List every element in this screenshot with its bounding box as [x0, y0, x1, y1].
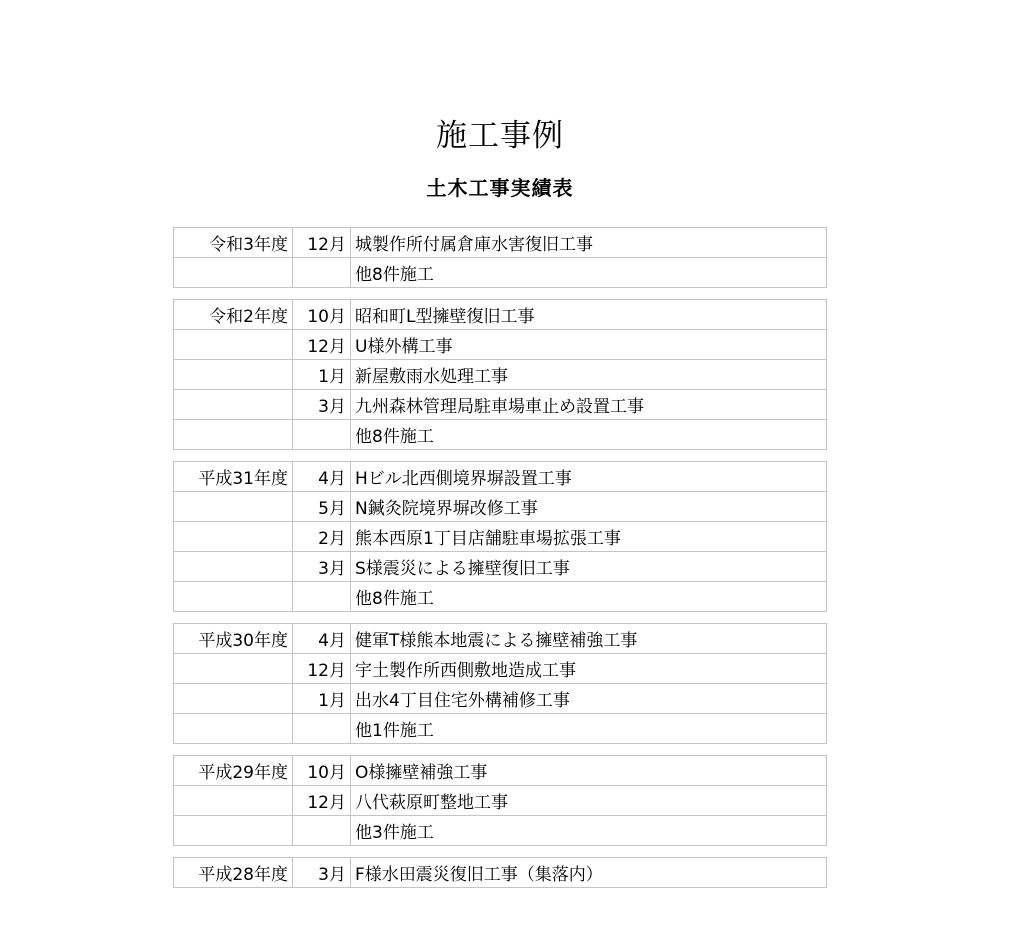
table-row	[174, 492, 827, 522]
fiscal-year-cell	[174, 360, 293, 390]
table-row	[174, 786, 827, 816]
table-row	[174, 420, 827, 450]
month-cell: 2月	[293, 522, 351, 552]
project-description-cell: O様擁壁補強工事	[351, 756, 827, 786]
project-description-cell: 健軍T様熊本地震による擁壁補強工事	[351, 624, 827, 654]
project-description-cell: 昭和町L型擁壁復旧工事	[351, 300, 827, 330]
fiscal-year-cell: 平成29年度	[174, 756, 293, 786]
month-cell: 3月	[293, 858, 351, 888]
month-cell	[293, 816, 351, 846]
month-cell: 12月	[293, 228, 351, 258]
fiscal-year-table	[173, 299, 827, 450]
fiscal-year-cell: 平成28年度	[174, 858, 293, 888]
table-row	[174, 714, 827, 744]
table-row	[174, 654, 827, 684]
project-description-cell: S様震災による擁壁復旧工事	[351, 552, 827, 582]
month-cell: 1月	[293, 360, 351, 390]
table-row	[174, 462, 827, 492]
table-row	[174, 582, 827, 612]
project-description-cell: U様外構工事	[351, 330, 827, 360]
project-description-cell: 新屋敷雨水処理工事	[351, 360, 827, 390]
month-cell: 12月	[293, 654, 351, 684]
fiscal-year-table	[173, 755, 827, 846]
fiscal-year-cell	[174, 258, 293, 288]
table-row	[174, 228, 827, 258]
table-row	[174, 258, 827, 288]
fiscal-year-cell	[174, 684, 293, 714]
fiscal-year-cell: 平成31年度	[174, 462, 293, 492]
fiscal-year-table	[173, 227, 827, 288]
project-description-cell: 八代萩原町整地工事	[351, 786, 827, 816]
project-description-cell: N鍼灸院境界塀改修工事	[351, 492, 827, 522]
fiscal-year-cell: 令和3年度	[174, 228, 293, 258]
fiscal-year-table	[173, 461, 827, 612]
project-description-cell: 他1件施工	[351, 714, 827, 744]
month-cell: 12月	[293, 330, 351, 360]
table-row	[174, 858, 827, 888]
construction-record-list	[173, 227, 827, 899]
month-cell: 5月	[293, 492, 351, 522]
page-title: 施工事例	[436, 118, 564, 154]
fiscal-year-cell	[174, 522, 293, 552]
project-description-cell: 他8件施工	[351, 258, 827, 288]
table-row	[174, 300, 827, 330]
fiscal-year-cell: 令和2年度	[174, 300, 293, 330]
project-description-cell: F様水田震災復旧工事（集落内）	[351, 858, 827, 888]
project-description-cell: 九州森林管理局駐車場車止め設置工事	[351, 390, 827, 420]
table-row	[174, 330, 827, 360]
fiscal-year-cell: 平成30年度	[174, 624, 293, 654]
table-row	[174, 624, 827, 654]
month-cell: 12月	[293, 786, 351, 816]
project-description-cell: 熊本西原1丁目店舗駐車場拡張工事	[351, 522, 827, 552]
month-cell: 10月	[293, 756, 351, 786]
month-cell	[293, 258, 351, 288]
project-description-cell: 他3件施工	[351, 816, 827, 846]
fiscal-year-cell	[174, 492, 293, 522]
month-cell: 4月	[293, 624, 351, 654]
month-cell	[293, 714, 351, 744]
fiscal-year-cell	[174, 552, 293, 582]
fiscal-year-cell	[174, 582, 293, 612]
table-row	[174, 360, 827, 390]
month-cell: 3月	[293, 552, 351, 582]
fiscal-year-cell	[174, 714, 293, 744]
table-row	[174, 756, 827, 786]
project-description-cell: 宇土製作所西側敷地造成工事	[351, 654, 827, 684]
fiscal-year-cell	[174, 654, 293, 684]
month-cell: 3月	[293, 390, 351, 420]
month-cell: 1月	[293, 684, 351, 714]
project-description-cell: 出水4丁目住宅外構補修工事	[351, 684, 827, 714]
table-row	[174, 390, 827, 420]
table-row	[174, 816, 827, 846]
fiscal-year-cell	[174, 816, 293, 846]
fiscal-year-cell	[174, 330, 293, 360]
table-row	[174, 552, 827, 582]
table-row	[174, 684, 827, 714]
project-description-cell: Hビル北西側境界塀設置工事	[351, 462, 827, 492]
project-description-cell: 他8件施工	[351, 582, 827, 612]
fiscal-year-table	[173, 623, 827, 744]
fiscal-year-cell	[174, 420, 293, 450]
month-cell	[293, 420, 351, 450]
fiscal-year-cell	[174, 390, 293, 420]
project-description-cell: 城製作所付属倉庫水害復旧工事	[351, 228, 827, 258]
project-description-cell: 他8件施工	[351, 420, 827, 450]
fiscal-year-table	[173, 857, 827, 888]
month-cell	[293, 582, 351, 612]
month-cell: 10月	[293, 300, 351, 330]
table-row	[174, 522, 827, 552]
fiscal-year-cell	[174, 786, 293, 816]
page-subtitle: 土木工事実績表	[426, 176, 574, 200]
month-cell: 4月	[293, 462, 351, 492]
